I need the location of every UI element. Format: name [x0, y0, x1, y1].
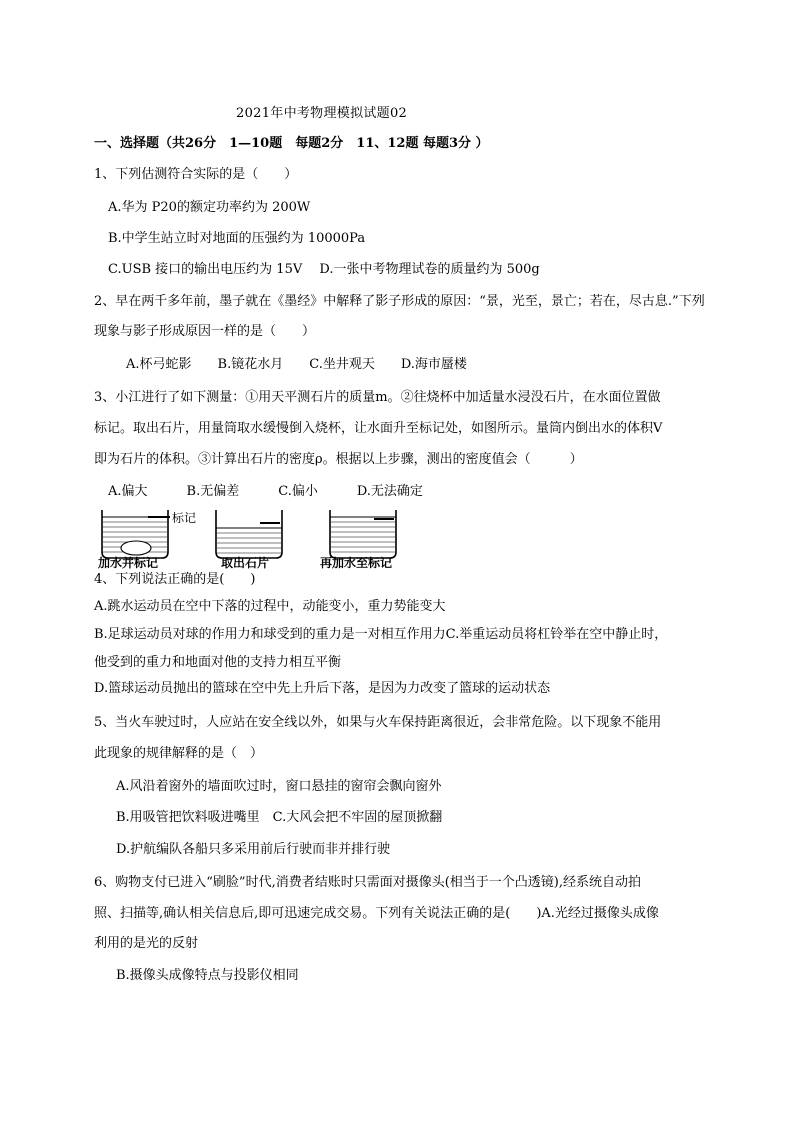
q6-stem-line3: 利用的是光的反射	[94, 936, 199, 951]
q1-stem: 1、下列估测符合实际的是（ ）	[94, 167, 298, 182]
stone-shape	[121, 541, 151, 555]
page-title: 2021年中考物理模拟试题02	[236, 106, 408, 121]
beaker-mark-label: 标记	[172, 511, 197, 525]
q6-stem-line1: 6、购物支付已进入“刷脸”时代,消费者结账时只需面对摄像头(相当于一个凸透镜),经系统自动拍	[94, 875, 641, 890]
beaker-2	[216, 510, 282, 558]
q4-option-bc: B.足球运动员对球的作用力和球受到的重力是一对相互作用力C.举重运动员将杠铃举在空中静止时，	[94, 627, 668, 642]
q5-option-bc: B.用吸管把饮料吸进嘴里 C.大风会把不牢固的屋顶掀翻	[116, 810, 443, 825]
q1-option-cd: C.USB 接口的输出电压约为 15V D.一张中考物理试卷的质量约为 500g	[108, 262, 540, 277]
beaker-caption-2: 取出石片	[221, 556, 270, 570]
beaker-1	[102, 510, 170, 558]
q1-option-a: A.华为 P20的额定功率约为 200W	[108, 200, 311, 215]
q4-option-a: A.跳水运动员在空中下落的过程中，动能变小，重力势能变大	[94, 599, 446, 614]
q3-options: A.偏大 B.无偏差 C.偏小 D.无法确定	[108, 484, 423, 499]
q4-option-d: D.篮球运动员抛出的篮球在空中先上升后下落，是因为力改变了篮球的运动状态	[94, 681, 551, 696]
q5-stem-line2: 此现象的规律解释的是（ ）	[94, 746, 264, 761]
q1-option-b: B.中学生站立时对地面的压强约为 10000Pa	[108, 231, 366, 246]
q5-option-a: A.风沿着窗外的墙面吹过时，窗口悬挂的窗帘会飘向窗外	[116, 779, 442, 794]
q4-stem: 4、下列说法正确的是( )	[94, 572, 256, 587]
q3-stem-line3: 即为石片的体积。③计算出石片的密度ρ。根据以上步骤，测出的密度值会（ ）	[94, 452, 583, 467]
q5-option-d: D.护航编队各船只多采用前后行驶而非并排行驶	[116, 842, 391, 857]
q3-stem-line1: 3、小江进行了如下测量：①用天平测石片的质量m。②往烧杯中加适量水浸没石片，在水面位置做	[94, 390, 661, 405]
q6-stem-line2: 照、扫描等,确认相关信息后,即可迅速完成交易。下列有关说法正确的是( )A.光经过摄像头成像	[94, 906, 659, 921]
q6-option-b: B.摄像头成像特点与投影仪相同	[116, 968, 299, 983]
beaker-caption-3: 再加水至标记	[320, 556, 393, 570]
section-header: 一、选择题（共26分 1—10题 每题2分 11、12题 每题3分 ）	[94, 136, 489, 151]
q2-stem-line2: 现象与影子形成原因一样的是（ ）	[94, 324, 316, 339]
beaker-caption-1: 加水并标记	[98, 556, 159, 570]
q5-stem-line1: 5、当火车驶过时，人应站在安全线以外，如果与火车保持距离很近，会非常危险。以下现象不能用	[94, 715, 662, 730]
q2-stem-line1: 2、早在两千多年前，墨子就在《墨经》中解释了影子形成的原因：“景，光至，景亡；若在，尽古息.”下列	[94, 294, 705, 309]
beaker-3	[330, 510, 396, 558]
q4-option-c-line2: 他受到的重力和地面对他的支持力相互平衡	[94, 655, 342, 670]
q3-stem-line2: 标记。取出石片，用量筒取水缓慢倒入烧杯，让水面升至标记处，如图所示。量筒内倒出水的体积V	[94, 421, 663, 436]
q2-options: A.杯弓蛇影 B.镜花水月 C.坐井观天 D.海市蜃楼	[126, 357, 467, 372]
